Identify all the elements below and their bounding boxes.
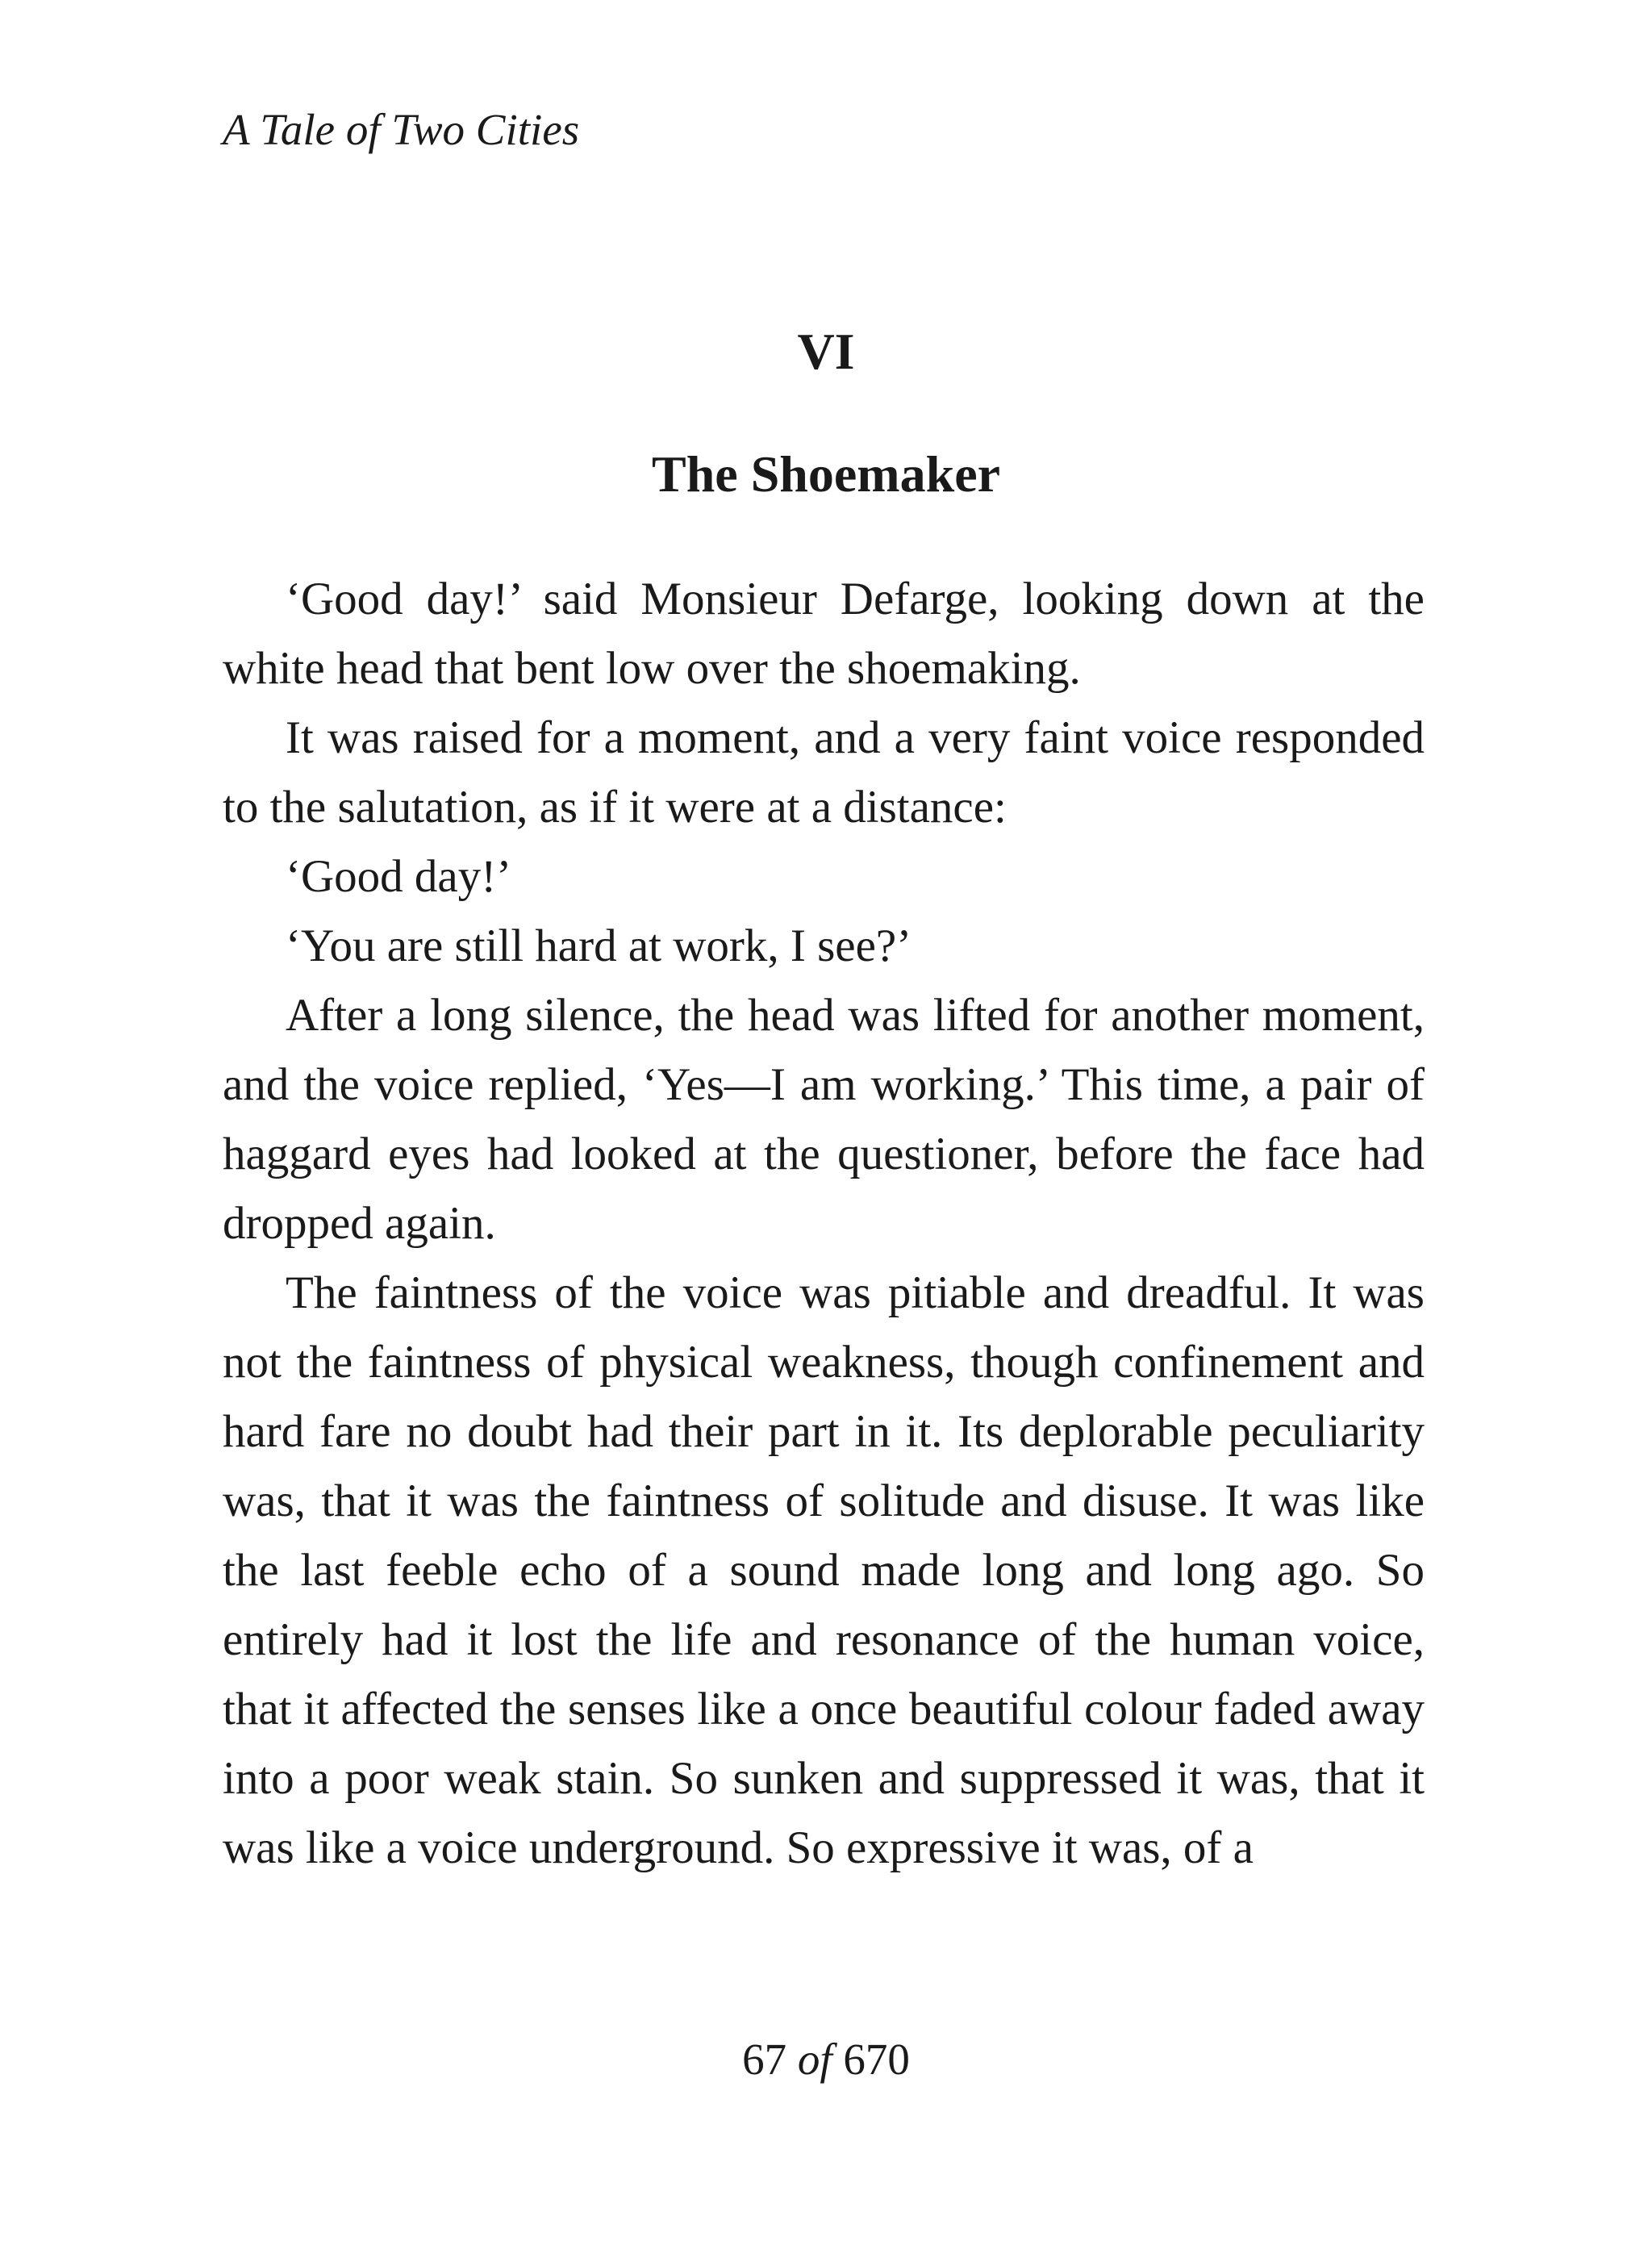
body-text [223, 565, 1425, 1883]
chapter-number: VI [797, 323, 855, 380]
running-head: A Tale of Two Cities [223, 105, 580, 154]
current-page-number: 67 [742, 2035, 787, 2084]
total-pages-number: 670 [843, 2035, 910, 2084]
page-number-footer [0, 2033, 1652, 2086]
paragraph-2: It was raised for a moment, and a very faint voice responded to the salutation, as if it were at a distance: [223, 712, 1425, 833]
paragraph-1: ‘Good day!’ said Monsieur Defarge, looking down at the white head that bent low over the shoemaking. [223, 574, 1425, 694]
paragraph-6: The faintness of the voice was pitiable and dreadful. It was not the faintness of physical weakness, though confinement and hard fare no doubt had their part in it. Its deplorable peculiarity was, that it was the faintness of solitude and disuse. It was like the last feeble echo of a sound made long and long ago. So entirely had it lost the life and resonance of the human voice, that it affected the senses like a once beautiful colour faded away into a poor weak stain. So sunken and suppressed it was, that it was like a voice underground. So expressive it was, of a [223, 1267, 1425, 1873]
paragraph-3: ‘Good day!’ [286, 851, 512, 902]
paragraph-5: After a long silence, the head was lifted for another moment, and the voice replied, ‘Yes—I am working.’ This time, a pair of haggard eyes had looked at the questioner, before the face had dropped again. [223, 990, 1425, 1249]
paragraph-4: ‘You are still hard at work, I see?’ [286, 920, 912, 971]
chapter-title: The Shoemaker [652, 445, 1000, 503]
page-of-label: of [797, 2035, 832, 2084]
